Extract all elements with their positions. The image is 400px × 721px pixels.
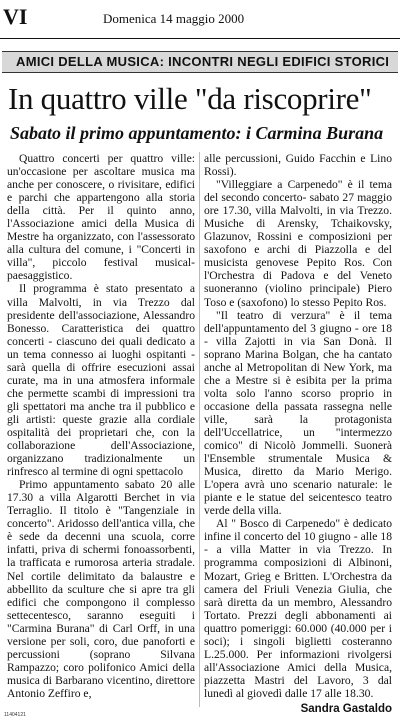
paragraph: Al " Bosco di Carpenedo" è dedicato infine il concerto del 10 giugno - alle 18 - a villa Matter in via Trezzo. In programma composizioni di Albinoni, Mozart, Grieg e Britten. L'Orchestra da camera del Friuli Venezia Giulia, che sarà diretta da un membro, Alessandro Tortato. Prezzi degli abbonamenti ai quattro pomeriggi: 60.000 (40.000 per i soci); i singoli biglietti costeranno L.25.000. Per informazioni rivolgersi all'Associazione Amici della Musica, piazzetta Mastri del Lavoro, 3 dal lunedì al giovedì dalle 17 alle 18.30. xyxy=(204,517,392,700)
paragraph: Primo appuntamento sabato 20 alle 17.30 a villa Algarotti Berchet in via Terraglio. Il titolo è "Tangenziale in concerto". Aridosso dell'antica villa, che è sede da decenni una scuola, corre infatti, priva di schermi fonoassorbenti, la trafficata e rumorosa arteria stradale. Nel cortile delimitato da balaustre e abbellito da sculture che si apre tra gli edifici che compongono il complesso settecentesco, saranno eseguiti i "Carmina Burana" di Carl Orff, in una versione per soli, coro, due panoforti e percussioni (soprano Silvana Rampazzo; coro polifonico Amici della musica di Barbarano vicentino, direttore Antonio Zeffiro e, xyxy=(7,478,195,700)
headline: In quattro ville "da riscoprire" xyxy=(8,81,372,116)
paragraph: "Villeggiare a Carpenedo" è il tema del secondo concerto- sabato 27 maggio ore 17.30, villa Malvolti, in via Trezzo. Musiche di Arensky, Tchaikovsky, Glazunov, Rossini e composizioni per saxofono e archi di Piazzolla e del musicista genovese Pepito Ros. Con l'Orchestra di Padova e del Veneto suoneranno (violino principale) Piero Toso e (saxofono) lo stesso Pepito Ros. xyxy=(204,178,392,309)
section-band xyxy=(2,51,398,73)
page-number: VI xyxy=(3,4,28,29)
paragraph: Quattro concerti per quattro ville: un'occasione per ascoltare musica ma anche per conoscere, o rivisitare, edifici e parchi che appartengono alla storia della città. Per il quinto anno, l'Associazione amici della Musica di Mestre ha organizzato, con l'assessorato alla cultura del comune, i "Concerti in villa", piccolo festival musical-paesaggistico. xyxy=(7,152,195,283)
column-divider xyxy=(199,152,200,707)
clip-code: 11404121 xyxy=(4,712,26,718)
page-header xyxy=(0,0,400,40)
paragraph: Il programma è stato presentato a villa Malvolti, in via Trezzo dal presidente dell'associazione, Alessandro Bonesso. Caratteristica dei quattro concerti - ciascuno dei quali dedicato a un tema connesso ai luoghi ospitanti - sarà quella di offrire esecuzioni assai curate, ma in una atmosfera informale che permette scambi di impressioni tra gli spettatori ma anche tra il pubblico e gli artisti: queste grazie alla cordiale ospitalità dei proprietari che, con la collaborazione dell'Associazione, organizzano tradizionalmente un rinfresco al termine di ogni spettacolo xyxy=(7,282,195,479)
article-column-1 xyxy=(7,152,195,707)
byline: Sandra Gastaldo xyxy=(300,703,392,715)
header-rule xyxy=(0,38,400,39)
section-band-label: AMICI DELLA MUSICA: INCONTRI NEGLI EDIFICI STORICI xyxy=(16,54,390,69)
paragraph: alle percussioni, Guido Facchin e Lino Rossi). xyxy=(204,152,392,179)
article-column-2 xyxy=(204,152,392,707)
issue-date: Domenica 14 maggio 2000 xyxy=(103,11,245,26)
paragraph: "Il teatro di verzura" è il tema dell'appuntamento del 3 giugno - ore 18 - villa Zajotti in via San Donà. Il soprano Marina Bolgan, che ha cantato anche al Metropolitan di New York, ma che a Mestre si è esibita per la prima volta solo l'anno scorso proprio in occasione della passata rassegna nelle ville, sarà la protagonista dell'Uccellatrice, un "intermezzo comico" di Nicolò Jommelli. Suonerà l'Ensemble strumentale Musica & Musica, diretto da Mario Merigo. L'opera avrà uno scenario naturale: le piante e le statue del seicentesco teatro verde della villa. xyxy=(204,308,392,518)
subheadline: Sabato il primo appuntamento: i Carmina Burana xyxy=(10,123,384,143)
